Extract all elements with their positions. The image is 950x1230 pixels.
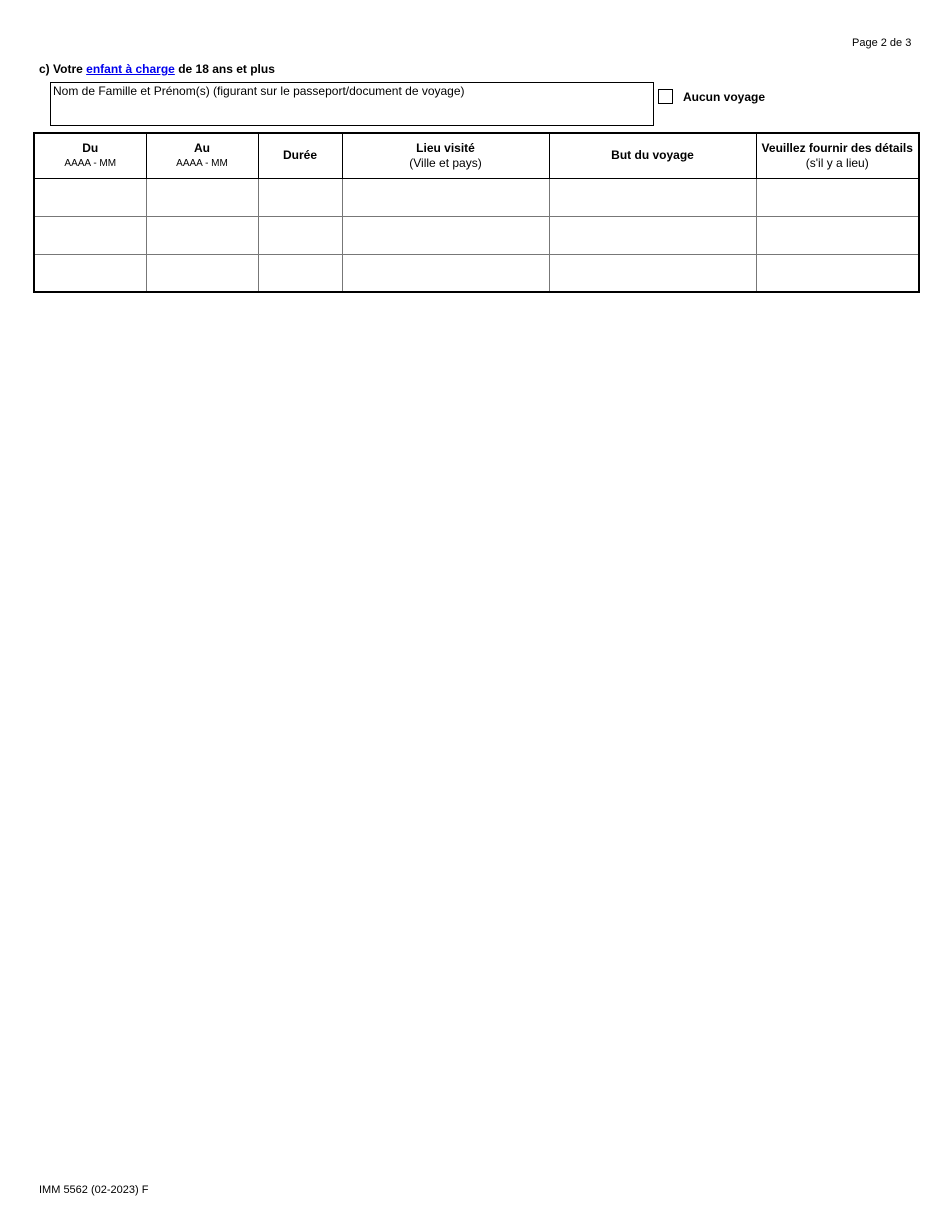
column-subtitle: (s'il y a lieu) <box>805 155 869 170</box>
cell-duration[interactable] <box>258 254 342 292</box>
column-title: Du <box>82 140 99 155</box>
cell-to[interactable] <box>146 216 258 254</box>
column-header-from <box>34 133 146 178</box>
dependent-child-link[interactable]: enfant à charge <box>86 62 175 76</box>
page-number: Page 2 de 3 <box>852 37 912 49</box>
column-title: Lieu visité <box>416 140 475 155</box>
column-header-duration <box>258 133 342 178</box>
cell-duration[interactable] <box>258 178 342 216</box>
no-travel-option <box>658 89 765 104</box>
column-header-purpose <box>549 133 756 178</box>
cell-place[interactable] <box>342 254 549 292</box>
form-code: IMM 5562 (02-2023) F <box>39 1184 149 1196</box>
cell-to[interactable] <box>146 178 258 216</box>
column-header-place <box>342 133 549 178</box>
cell-purpose[interactable] <box>549 216 756 254</box>
column-header-to <box>146 133 258 178</box>
name-field[interactable] <box>50 82 654 126</box>
cell-duration[interactable] <box>258 216 342 254</box>
cell-place[interactable] <box>342 178 549 216</box>
table-header-row <box>34 133 919 178</box>
cell-to[interactable] <box>146 254 258 292</box>
column-header-details <box>756 133 919 178</box>
cell-from[interactable] <box>34 178 146 216</box>
name-field-label: Nom de Famille et Prénom(s) (figurant sur le passeport/document de voyage) <box>53 84 465 98</box>
table-row <box>34 216 919 254</box>
column-title: Au <box>194 140 210 155</box>
cell-purpose[interactable] <box>549 254 756 292</box>
table-row <box>34 254 919 292</box>
table-row <box>34 178 919 216</box>
column-title: Durée <box>282 148 317 163</box>
travel-history-table <box>33 132 920 293</box>
section-suffix: de 18 ans et plus <box>178 62 275 76</box>
section-title <box>39 62 275 76</box>
cell-from[interactable] <box>34 216 146 254</box>
no-travel-checkbox[interactable] <box>658 89 673 104</box>
no-travel-label: Aucun voyage <box>683 89 766 104</box>
cell-from[interactable] <box>34 254 146 292</box>
cell-place[interactable] <box>342 216 549 254</box>
cell-details[interactable] <box>756 254 919 292</box>
column-subtitle: AAAA - MM <box>176 157 228 169</box>
column-subtitle: (Ville et pays) <box>409 155 482 170</box>
cell-purpose[interactable] <box>549 178 756 216</box>
column-title: But du voyage <box>611 148 694 163</box>
column-title: Veuillez fournir des détails <box>761 140 913 155</box>
column-subtitle: AAAA - MM <box>64 157 117 169</box>
cell-details[interactable] <box>756 178 919 216</box>
section-prefix: c) Votre <box>39 62 83 76</box>
cell-details[interactable] <box>756 216 919 254</box>
